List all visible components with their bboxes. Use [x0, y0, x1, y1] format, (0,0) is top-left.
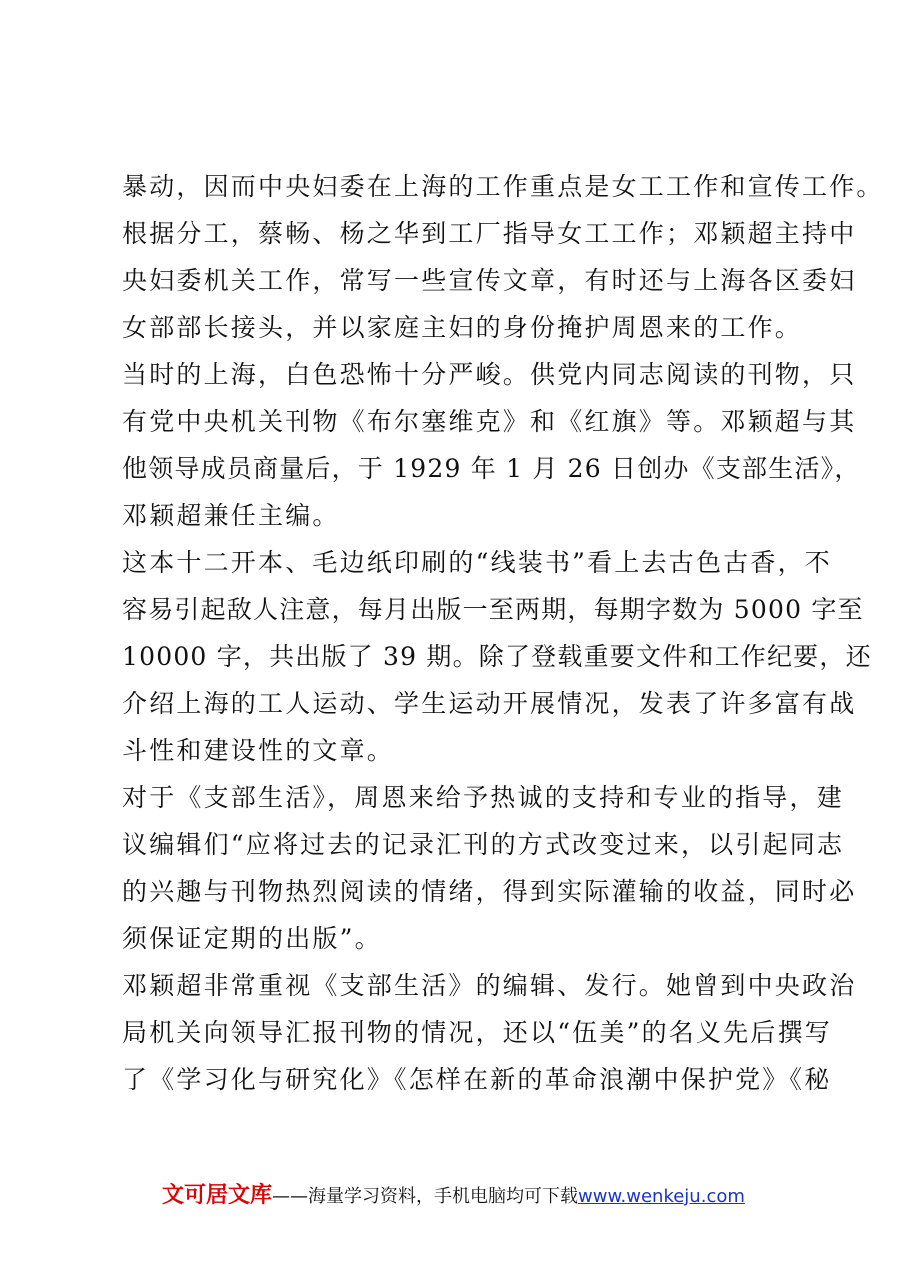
footer-banner: [162, 1178, 745, 1214]
text-line: 10000 字，共出版了 39 期。除了登载重要文件和工作纪要，还: [122, 642, 872, 671]
text-line: 女部部长接头，并以家庭主妇的身份掩护周恩来的工作。: [122, 313, 803, 342]
text-line: 有党中央机关刊物《布尔塞维克》和《红旗》等。邓颖超与其: [122, 407, 857, 436]
text-line: 这本十二开本、毛边纸印刷的“线装书”看上去古色古香，不: [122, 548, 832, 577]
text-line: 议编辑们“应将过去的记录汇刊的方式改变过来，以引起同志: [122, 830, 845, 859]
text-line: 他领导成员商量后，于 1929 年 1 月 26 日创办《支部生活》，: [122, 454, 861, 483]
footer-slogan: ——海量学习资料，手机电脑均可下载: [272, 1186, 579, 1207]
footer-brand: 文可居文库: [162, 1183, 273, 1208]
text-line: 根据分工，蔡畅、杨之华到工厂指导女工工作；邓颖超主持中: [122, 219, 857, 248]
text-line: 斗性和建设性的文章。: [122, 736, 395, 765]
text-line: 央妇委机关工作，常写一些宣传文章，有时还与上海各区委妇: [122, 266, 857, 295]
text-line: 邓颖超非常重视《支部生活》的编辑、发行。她曾到中央政治: [122, 971, 857, 1000]
text-line: 邓颖超兼任主编。: [122, 501, 340, 530]
body-text: [122, 163, 884, 1103]
text-line: 的兴趣与刊物热烈阅读的情绪，得到实际灌输的收益，同时必: [122, 877, 857, 906]
text-line: 了《学习化与研究化》《怎样在新的革命浪潮中保护党》《秘: [122, 1065, 832, 1094]
text-line: 对于《支部生活》，周恩来给予热诚的支持和专业的指导，建: [122, 783, 844, 812]
text-line: 当时的上海，白色恐怖十分严峻。供党内同志阅读的刊物，只: [122, 360, 857, 389]
text-line: 容易引起敌人注意，每月出版一至两期，每期字数为 5000 字至: [122, 595, 864, 624]
text-line: 须保证定期的出版”。: [122, 924, 382, 953]
text-line: 局机关向领导汇报刊物的情况，还以“伍美”的名义先后撰写: [122, 1018, 832, 1047]
text-line: 暴动，因而中央妇委在上海的工作重点是女工工作和宣传工作。: [122, 172, 884, 201]
footer-site-link[interactable]: www.wenkeju.com: [578, 1186, 745, 1207]
text-line: 介绍上海的工人运动、学生运动开展情况，发表了许多富有战: [122, 689, 857, 718]
